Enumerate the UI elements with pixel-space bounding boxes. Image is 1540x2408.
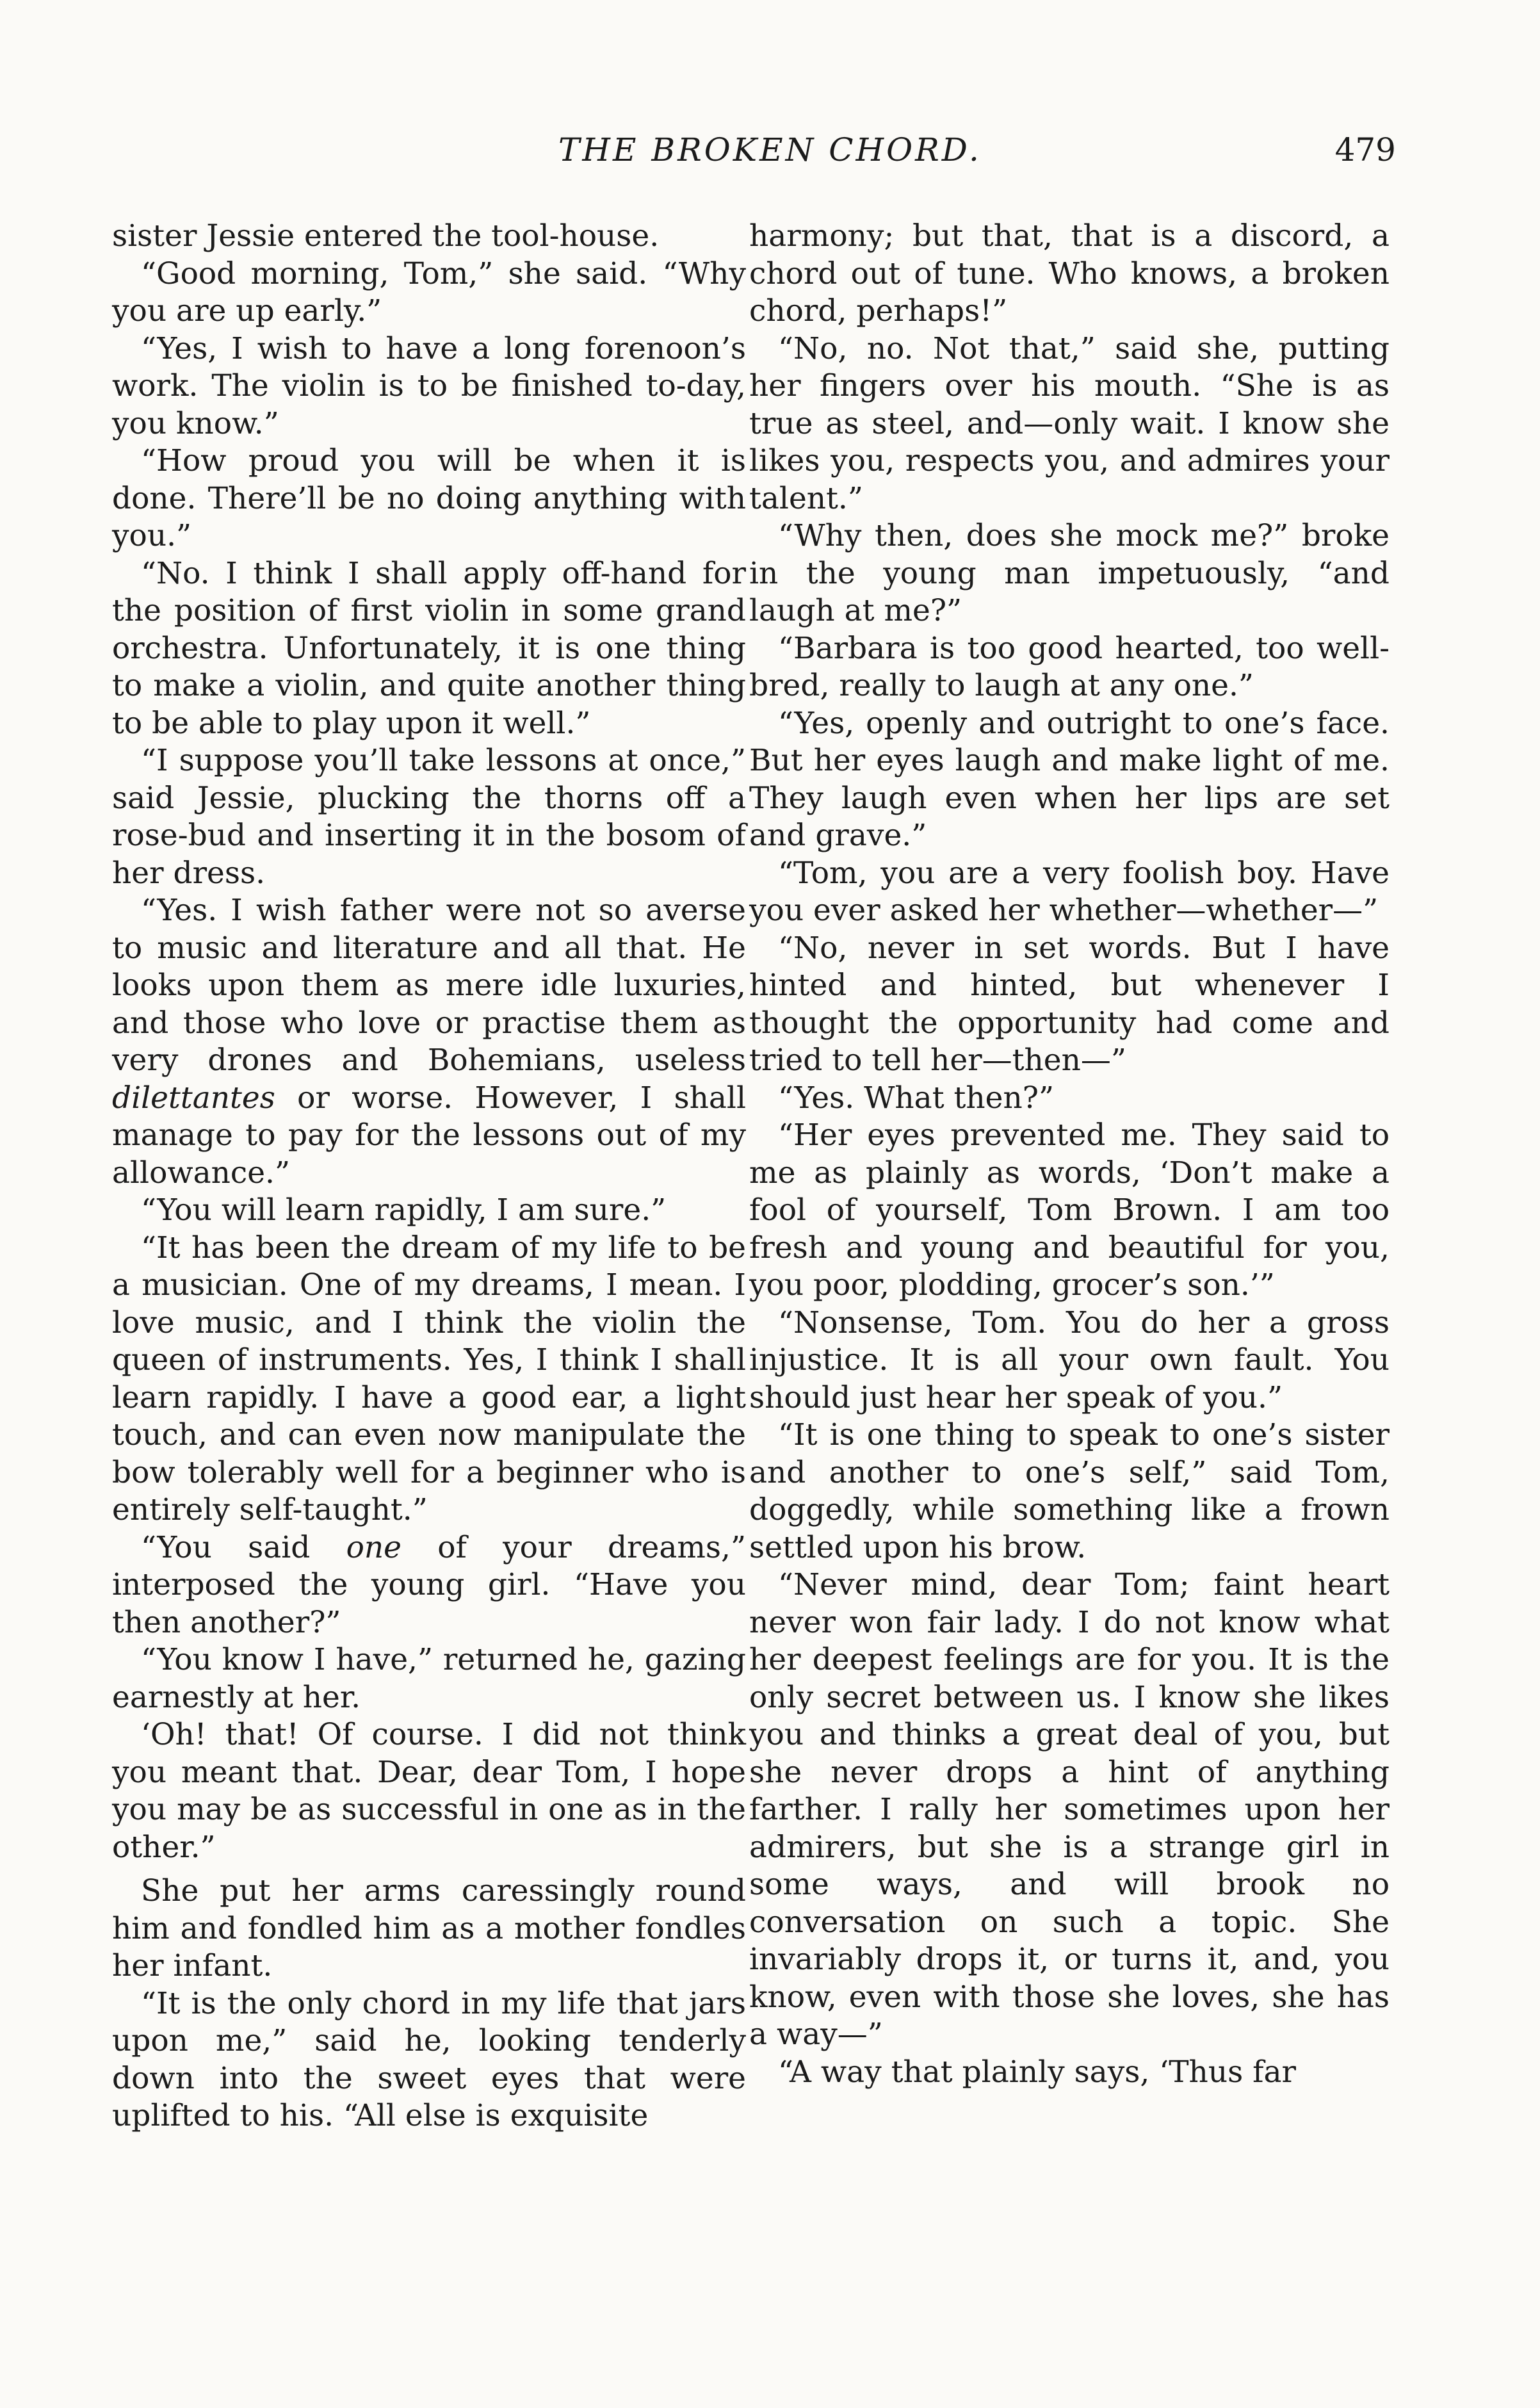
paragraph: “Yes, openly and outright to one’s face. But her eyes laugh and make light of me. They laugh even when her lips are set and grave.” bbox=[749, 705, 1390, 853]
paragraph: “Barbara is too good hearted, too well-bred, really to laugh at any one.” bbox=[749, 630, 1390, 703]
paragraph: “Never mind, dear Tom; faint heart never won fair lady. I do not know what her deepest feelings are for you. It is the only secret between us. I know she likes you and thinks a great deal of you, but she never drops a hint of anything farther. I rally her sometimes upon her admirers, but she is a strange girl in some ways, and will brook no conversation on such a topic. She invariably drops it, or turns it, and, you know, even with those she loves, she has a way—” bbox=[749, 1567, 1390, 2052]
paragraph: “Yes, I wish to have a long forenoon’s work. The violin is to be finished to-day, you know.” bbox=[112, 330, 746, 441]
paragraph: “It has been the dream of my life to be a musician. One of my dreams, I mean. I love music, and I think the violin the queen of instruments. Yes, I think I shall learn rapidly. I have a good ear, a light touch, and can even now manipulate the bow tolerably well for a beginner who is entirely self-taught.” bbox=[112, 1230, 746, 1527]
paragraph: ‘Oh! that! Of course. I did not think you meant that. Dear, dear Tom, I hope you may be as successful in one as in the other.” bbox=[112, 1717, 746, 1865]
paragraph: “No, never in set words. But I have hinted and hinted, but whenever I thought the opportunity had come and tried to tell her—then—” bbox=[749, 930, 1390, 1078]
paragraph: “Her eyes prevented me. They said to me as plainly as words, ‘Don’t make a fool of yourself, Tom Brown. I am too fresh and young and beautiful for you, you poor, plodding, grocer’s son.’” bbox=[749, 1118, 1390, 1303]
paragraph bbox=[112, 1529, 746, 1642]
right-column bbox=[749, 218, 1390, 2091]
paragraph: “Nonsense, Tom. You do her a gross injustice. It is all your own fault. You should just hear her speak of you.” bbox=[749, 1305, 1390, 1415]
paragraph: “It is one thing to speak to one’s sister and another to one’s self,” said Tom, doggedly, while something like a frown settled upon his brow. bbox=[749, 1417, 1390, 1565]
paragraph: “I suppose you’ll take lessons at once,” said Jessie, plucking the thorns off a rose-bud and inserting it in the bosom of her dress. bbox=[112, 743, 746, 891]
text-run: “Yes. I wish father were not so averse to music and literature and all that. He looks upon them as mere idle luxuries, and those who love or practise them as very drones and Bohemians, useless bbox=[112, 893, 746, 1078]
italic-text: dilettantes bbox=[112, 1080, 275, 1116]
paragraph: “You will learn rapidly, I am sure.” bbox=[141, 1192, 667, 1228]
paragraph: “How proud you will be when it is done. There’ll be no doing anything with you.” bbox=[112, 443, 746, 553]
text-run: “You said bbox=[141, 1529, 346, 1565]
paragraph: “No, no. Not that,” said she, putting her fingers over his mouth. “She is as true as steel, and—only wait. I know she likes you, respects you, and admires your talent.” bbox=[749, 330, 1390, 516]
page-number: 479 bbox=[1334, 131, 1396, 168]
running-title: THE BROKEN CHORD. bbox=[558, 131, 982, 168]
paragraph: “Tom, you are a very foolish boy. Have you ever asked her whether—whether—” bbox=[749, 855, 1390, 928]
text-run: or worse. However, I shall manage to pay for the lessons out of my allowance.” bbox=[112, 1080, 746, 1191]
text-run: of your dreams,” interposed the young girl. “Have you then another?” bbox=[112, 1529, 746, 1640]
italic-text: one bbox=[346, 1529, 401, 1565]
paragraph: harmony; but that, that is a discord, a chord out of tune. Who knows, a broken chord, perhaps!” bbox=[749, 218, 1390, 329]
paragraph: sister Jessie entered the tool-house. bbox=[112, 218, 660, 254]
page-header bbox=[0, 131, 1540, 183]
paragraph: “No. I think I shall apply off-hand for the position of first violin in some grand orchestra. Unfortunately, it is one thing to make a violin, and quite another thing to be able to play upon it well.” bbox=[112, 555, 746, 741]
paragraph: “Good morning, Tom,” she said. “Why you are up early.” bbox=[112, 256, 746, 329]
left-column bbox=[112, 218, 746, 2135]
paragraph: “Yes. What then?” bbox=[778, 1080, 1054, 1116]
paragraph: “Why then, does she mock me?” broke in the young man impetuously, “and laugh at me?” bbox=[749, 518, 1390, 628]
paragraph: “A way that plainly says, ‘Thus far bbox=[778, 2054, 1297, 2090]
paragraph: “It is the only chord in my life that jars upon me,” said he, looking tenderly down into the sweet eyes that were uplifted to his. “All else is exquisite bbox=[112, 1985, 746, 2133]
paragraph: She put her arms caressingly round him and fondled him as a mother fondles her infant. bbox=[112, 1873, 746, 1983]
paragraph bbox=[112, 892, 746, 1192]
paragraph: “You know I have,” returned he, gazing earnestly at her. bbox=[112, 1642, 746, 1715]
